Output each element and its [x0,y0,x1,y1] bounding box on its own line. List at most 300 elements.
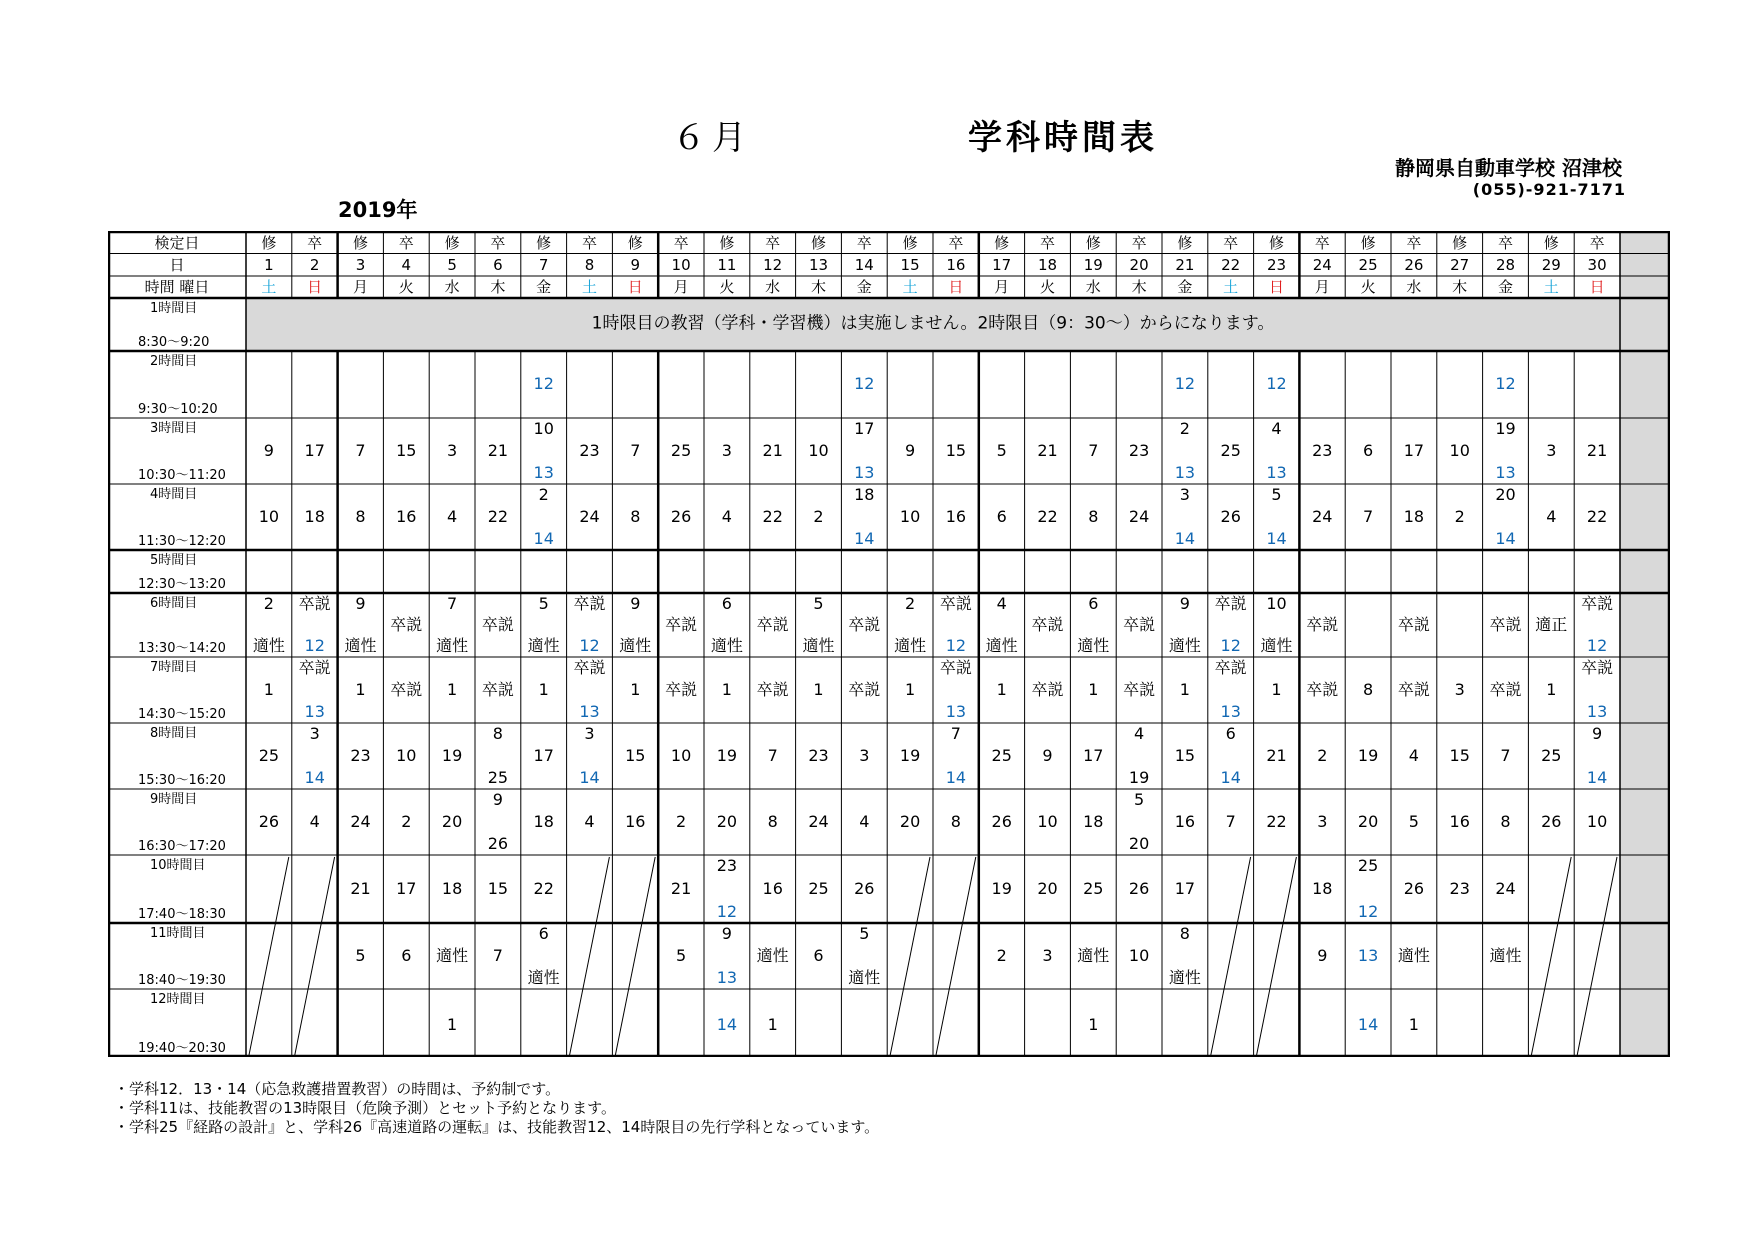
schedule-cell: 1 [721,680,732,699]
schedule-cell: 1 [905,680,916,699]
schedule-cell: 8 [630,507,641,526]
schedule-cell: 2 [996,946,1007,965]
corner-time-weekday: 時間 曜日 [144,278,210,296]
period-time: 18:40～19:30 [138,973,226,988]
schedule-cell: 7 [447,594,458,613]
weekday-cell: 木 [1452,278,1468,296]
schedule-cell: 4 [1546,507,1557,526]
schedule-cell: 適性 [802,636,835,655]
schedule-cell: 25 [670,441,692,460]
schedule-cell: 25 [991,746,1012,765]
day-cell: 12 [763,256,783,274]
day-cell: 13 [808,256,829,274]
weekday-cell: 水 [444,278,460,296]
period-time: 16:30～17:20 [138,839,226,854]
schedule-cell: 卒説 [1031,680,1064,699]
day-cell: 3 [355,256,366,274]
day-cell: 1 [264,256,274,274]
schedule-cell: 22 [1586,507,1608,526]
day-cell: 17 [992,256,1012,274]
weekday-cell: 火 [1039,278,1056,296]
schedule-cell: 4 [1134,724,1145,743]
schedule-cell: 6 [1088,594,1099,613]
schedule-cell: 8 [767,812,778,831]
day-cell: 9 [630,256,641,274]
schedule-cell: 5 [859,924,870,943]
weekday-cell: 木 [810,278,827,296]
schedule-cell: 8 [1088,507,1099,526]
schedule-cell: 適性 [1077,946,1110,965]
schedule-cell: 7 [1225,812,1236,831]
schedule-cell: 25 [1220,441,1241,460]
schedule-cell: 2 [813,507,824,526]
weekday-cell: 日 [948,278,964,296]
schedule-cell: 3 [447,441,458,460]
schedule-cell: 10 [258,507,280,526]
schedule-cell: 適性 [527,968,560,987]
schedule-cell: 25 [1541,746,1562,765]
schedule-cell: 1 [1408,1015,1419,1034]
schedule-cell: 26 [258,812,280,831]
notes [114,1080,879,1137]
schedule-cell: 8 [1363,680,1374,699]
schedule-cell: 適性 [848,968,881,987]
period-name: 10時間目 [150,858,206,873]
weekday-cell: 土 [1543,278,1559,296]
schedule-cell: 19 [1128,768,1150,787]
schedule-cell: 13 [1266,463,1287,482]
schedule-cell: 卒説 [756,680,789,699]
schedule-cell: 6 [401,946,412,965]
schedule-cell: 15 [487,879,509,898]
schedule-cell: 26 [1403,879,1425,898]
day-cell: 27 [1450,256,1470,274]
schedule-cell: 4 [1408,746,1419,765]
schedule-cell: 卒説 [756,615,789,634]
schedule-cell: 13 [716,968,738,987]
weekday-cell: 金 [536,278,552,296]
schedule-cell: 6 [721,594,732,613]
schedule-cell: 7 [630,441,641,460]
schedule-cell: 9 [1179,594,1190,613]
schedule-cell: 17 [1403,441,1425,460]
day-cell: 22 [1221,256,1241,274]
schedule-cell: 適性 [1077,636,1110,655]
schedule-cell: 23 [579,441,600,460]
day-cell: 2 [309,256,320,274]
period-name: 12時間目 [150,992,206,1007]
schedule-cell: 10 [396,746,417,765]
weekday-cell: 金 [1177,278,1193,296]
kentei-cell: 卒 [1039,233,1056,252]
schedule-cell: 卒説 [1581,594,1614,613]
day-cell: 30 [1587,256,1607,274]
schedule-cell: 22 [533,879,554,898]
kentei-cell: 卒 [1589,233,1605,252]
schedule-cell: 9 [905,441,916,460]
schedule-cell: 23 [1312,441,1333,460]
period-name: 11時間目 [150,926,206,941]
schedule-cell: 13 [1174,463,1196,482]
schedule-cell: 12 [1174,374,1196,393]
schedule-cell: 適性 [710,636,743,655]
weekday-cell: 土 [261,278,277,296]
schedule-cell: 4 [1271,419,1282,438]
schedule-cell: 17 [1174,879,1196,898]
schedule-cell: 19 [991,879,1012,898]
kentei-cell: 修 [1543,233,1559,252]
schedule-cell: 20 [1357,812,1379,831]
schedule-cell: 16 [762,879,783,898]
period-name: 7時間目 [150,660,198,675]
schedule-cell: 2 [263,594,274,613]
schedule-cell: 20 [899,812,921,831]
schedule-cell: 4 [996,594,1007,613]
weekday-cell: 木 [1131,278,1147,296]
period-time: 13:30～14:20 [138,641,226,656]
schedule-cell: 23 [1449,879,1470,898]
schedule-cell: 適性 [619,636,652,655]
schedule-cell: 7 [355,441,366,460]
schedule-cell: 適性 [527,636,560,655]
schedule-cell: 卒説 [1489,680,1522,699]
weekday-cell: 日 [627,278,643,296]
schedule-cell: 14 [1357,1015,1379,1034]
schedule-cell: 20 [1037,879,1058,898]
period-name: 5時間目 [150,553,198,568]
schedule-cell: 13 [1586,702,1608,721]
schedule-cell: 7 [492,946,503,965]
schedule-cell: 適性 [1397,946,1430,965]
schedule-cell: 12 [854,374,875,393]
kentei-cell: 修 [1452,233,1468,252]
schedule-cell: 5 [1271,485,1282,504]
schedule-cell: 適正 [1535,615,1568,634]
schedule-cell: 8 [950,812,961,831]
schedule-cell: 卒説 [1306,680,1339,699]
schedule-cell: 卒説 [1397,680,1430,699]
period-time: 17:40～18:30 [138,907,226,922]
schedule-cell: 26 [487,834,509,853]
schedule-cell: 12 [1586,636,1608,655]
schedule-cell: 7 [1500,746,1511,765]
schedule-cell: 卒説 [298,658,331,677]
kentei-cell: 修 [261,233,277,252]
schedule-cell: 2 [538,485,549,504]
day-cell: 24 [1312,256,1332,274]
day-cell: 29 [1541,256,1561,274]
schedule-cell: 適性 [894,636,927,655]
schedule-cell: 4 [447,507,458,526]
schedule-cell: 15 [945,441,967,460]
schedule-cell: 13 [1220,702,1241,721]
schedule-cell: 5 [355,946,366,965]
period-time: 15:30～16:20 [138,773,226,788]
schedule-cell: 15 [625,746,646,765]
period-time: 12:30～13:20 [138,577,226,592]
day-cell: 7 [538,256,549,274]
schedule-cell: 17 [396,879,417,898]
schedule-cell: 1 [630,680,641,699]
schedule-cell: 3 [584,724,595,743]
period-name: 8時間目 [150,726,198,741]
schedule-cell: 17 [854,419,875,438]
kentei-cell: 卒 [398,233,414,252]
schedule-cell: 7 [1363,507,1374,526]
timetable [108,231,1670,1057]
schedule-cell: 20 [441,812,463,831]
schedule-cell: 12 [945,636,967,655]
schedule-cell: 卒説 [1123,615,1156,634]
schedule-cell: 17 [304,441,325,460]
day-cell: 26 [1404,256,1424,274]
schedule-cell: 1 [538,680,549,699]
period-time: 19:40～20:30 [138,1041,226,1056]
period-name: 2時間目 [150,354,198,369]
schedule-cell: 1 [1271,680,1282,699]
schedule-cell: 12 [1220,636,1241,655]
schedule-cell: 適性 [985,636,1018,655]
schedule-cell: 12 [304,636,325,655]
schedule-cell: 14 [1220,768,1241,787]
schedule-cell: 18 [1083,812,1104,831]
schedule-cell: 24 [1495,879,1516,898]
schedule-cell: 21 [1586,441,1608,460]
schedule-cell: 7 [767,746,778,765]
weekday-cell: 金 [856,278,872,296]
schedule-cell: 卒説 [939,594,972,613]
schedule-cell: 6 [813,946,824,965]
schedule-cell: 26 [854,879,875,898]
kentei-cell: 卒 [673,233,689,252]
kentei-cell: 修 [994,233,1010,252]
schedule-cell: 13 [533,463,554,482]
schedule-cell: 24 [1312,507,1333,526]
kentei-cell: 修 [810,233,827,252]
kentei-cell: 卒 [307,233,323,252]
schedule-cell: 20 [1128,834,1150,853]
day-cell: 8 [584,256,595,274]
schedule-cell: 9 [721,924,732,943]
period-name: 1時間目 [150,301,198,316]
schedule-cell: 14 [1174,529,1196,548]
schedule-cell: 1 [1179,680,1190,699]
kentei-cell: 卒 [1406,233,1422,252]
schedule-cell: 17 [1083,746,1104,765]
schedule-cell: 卒説 [848,680,881,699]
schedule-cell: 12 [1266,374,1287,393]
schedule-cell: 26 [1541,812,1562,831]
schedule-cell: 卒説 [665,680,698,699]
corner-day: 日 [169,256,185,274]
schedule-cell: 卒説 [1397,615,1430,634]
schedule-cell: 3 [1317,812,1328,831]
schedule-cell: 25 [487,768,509,787]
schedule-cell: 1 [447,680,458,699]
schedule-cell: 16 [396,507,417,526]
schedule-cell: 卒説 [1214,594,1247,613]
kentei-cell: 修 [902,233,918,252]
schedule-cell: 卒説 [390,680,423,699]
schedule-cell: 卒説 [1489,615,1522,634]
kentei-cell: 修 [536,233,552,252]
schedule-cell: 卒説 [1581,658,1614,677]
schedule-cell: 12 [579,636,600,655]
schedule-cell: 卒説 [939,658,972,677]
kentei-cell: 修 [444,233,460,252]
kentei-cell: 修 [1085,233,1101,252]
schedule-cell: 3 [859,746,870,765]
schedule-cell: 2 [905,594,916,613]
schedule-cell: 適性 [1168,636,1201,655]
schedule-cell: 26 [1128,879,1150,898]
schedule-cell: 18 [1403,507,1425,526]
schedule-cell: 13 [579,702,600,721]
note-2: ・学科11は、技能教習の13時限目（危険予測）とセット予約となります。 [114,1099,616,1117]
schedule-cell: 21 [1266,746,1287,765]
schedule-cell: 9 [1592,724,1603,743]
weekday-cell: 月 [1314,278,1330,296]
schedule-cell: 9 [263,441,274,460]
schedule-cell: 適性 [1489,946,1522,965]
schedule-cell: 1 [767,1015,778,1034]
schedule-cell: 適性 [252,636,285,655]
schedule-cell: 18 [1312,879,1333,898]
weekday-cell: 金 [1497,278,1514,296]
schedule-cell: 4 [721,507,732,526]
schedule-cell: 25 [258,746,280,765]
schedule-cell: 8 [492,724,503,743]
schedule-cell: 22 [1266,812,1287,831]
schedule-cell: 4 [584,812,595,831]
schedule-cell: 21 [487,441,509,460]
schedule-cell: 14 [1266,529,1287,548]
kentei-cell: 卒 [948,233,964,252]
schedule-cell: 12 [533,374,554,393]
schedule-cell: 10 [533,419,554,438]
schedule-cell: 7 [1088,441,1099,460]
day-cell: 23 [1266,256,1287,274]
schedule-cell: 3 [721,441,732,460]
schedule-cell: 19 [899,746,921,765]
day-cell: 5 [447,256,457,274]
weekday-cell: 月 [673,278,689,296]
schedule-cell: 適性 [344,636,377,655]
schedule-cell: 2 [401,812,412,831]
schedule-cell: 14 [945,768,967,787]
day-cell: 18 [1037,256,1058,274]
schedule-cell: 12 [1495,374,1516,393]
schedule-cell: 1 [355,680,366,699]
schedule-cell: 18 [533,812,554,831]
weekday-cell: 火 [398,278,414,296]
schedule-cell: 19 [1495,419,1516,438]
schedule-cell: 23 [808,746,829,765]
day-cell: 20 [1129,256,1149,274]
schedule-cell: 21 [762,441,783,460]
kentei-cell: 卒 [581,233,598,252]
period-time: 11:30～12:20 [138,534,226,549]
title-month: ６月 [672,118,752,158]
schedule-cell: 26 [1220,507,1241,526]
period-name: 6時間目 [150,596,198,611]
schedule-cell: 6 [1363,441,1374,460]
schedule-cell: 23 [1128,441,1150,460]
day-cell: 16 [946,256,966,274]
schedule-cell: 26 [670,507,692,526]
schedule-cell: 適性 [1260,636,1293,655]
schedule-cell: 10 [1128,946,1150,965]
schedule-cell: 3 [309,724,320,743]
period-name: 9時間目 [150,792,198,807]
schedule-cell: 9 [492,790,503,809]
schedule-cell: 13 [1357,946,1379,965]
schedule-cell: 5 [996,441,1007,460]
period-time: 8:30～9:20 [138,335,210,350]
weekday-cell: 土 [1223,278,1239,296]
school-phone: (055)-921-7171 [1472,180,1626,199]
schedule-cell: 卒説 [1214,658,1247,677]
year-label: 2019年 [338,198,418,222]
schedule-cell: 10 [899,507,921,526]
schedule-cell: 15 [1174,746,1196,765]
schedule-cell: 卒説 [298,594,331,613]
schedule-cell: 4 [859,812,870,831]
kentei-cell: 修 [1360,233,1376,252]
schedule-cell: 16 [625,812,646,831]
day-cell: 6 [493,256,503,274]
schedule-cell: 15 [396,441,417,460]
note-3: ・学科25『経路の設計』と、学科26『高速道路の運転』は、技能教習12、14時限目の先行学科となっています。 [114,1118,880,1136]
schedule-cell: 1 [1088,680,1099,699]
schedule-cell: 7 [950,724,961,743]
schedule-cell: 適性 [436,636,469,655]
weekday-cell: 月 [352,278,369,296]
schedule-cell: 18 [854,485,875,504]
schedule-cell: 卒説 [665,615,698,634]
schedule-cell: 10 [1037,812,1058,831]
schedule-cell: 19 [1357,746,1379,765]
schedule-cell: 適性 [436,946,469,965]
schedule-cell: 17 [533,746,554,765]
schedule-cell: 19 [716,746,738,765]
schedule-cell: 卒説 [481,615,514,634]
weekday-cell: 日 [1268,278,1285,296]
schedule-cell: 12 [716,902,738,921]
schedule-cell: 24 [1128,507,1150,526]
schedule-cell: 22 [487,507,509,526]
weekday-cell: 土 [581,278,598,296]
schedule-cell: 8 [1500,812,1511,831]
schedule-cell: 6 [996,507,1007,526]
schedule-cell: 10 [1586,812,1608,831]
schedule-cell: 卒説 [573,594,606,613]
schedule-cell: 卒説 [573,658,606,677]
schedule-cell: 25 [1083,879,1104,898]
schedule-cell: 14 [579,768,600,787]
schedule-cell: 23 [350,746,371,765]
weekday-cell: 水 [765,278,781,296]
schedule-cell: 2 [1179,419,1190,438]
schedule-cell: 5 [1134,790,1145,809]
weekday-cell: 月 [994,278,1010,296]
schedule-cell: 21 [670,879,692,898]
schedule-cell: 18 [304,507,325,526]
kentei-cell: 卒 [856,233,872,252]
schedule-cell: 9 [355,594,366,613]
kentei-cell: 卒 [765,233,781,252]
kentei-cell: 卒 [490,233,506,252]
